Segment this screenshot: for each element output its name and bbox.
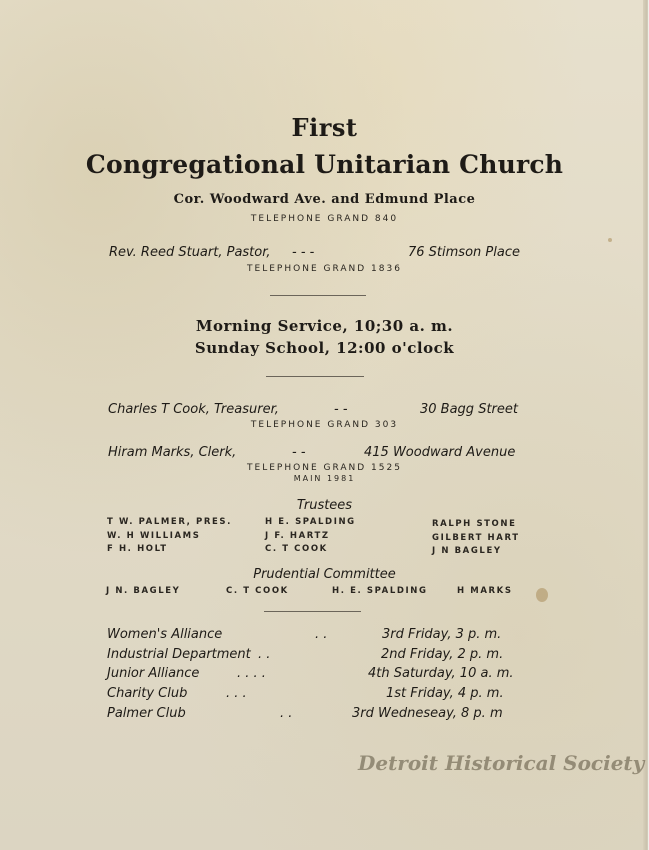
society-name: Palmer Club: [107, 706, 186, 721]
society-schedule: 3rd Wedneseay, 8 p. m: [352, 706, 503, 721]
society-schedule: 4th Saturday, 10 a. m.: [368, 666, 514, 681]
trustees-column-1: [107, 516, 232, 557]
committee-member: H MARKS: [457, 586, 513, 596]
trustees-column-2: [265, 516, 356, 557]
clerk-address: 415 Woodward Avenue: [364, 445, 516, 460]
society-name: Junior Alliance: [107, 666, 200, 681]
divider: [266, 376, 364, 377]
clerk-telephone-main: MAIN 1981: [293, 474, 356, 483]
clerk-telephone: TELEPHONE GRAND 1525: [247, 463, 402, 473]
divider: [270, 295, 366, 296]
society-dots: . . . .: [237, 666, 266, 681]
pastor-name: Rev. Reed Stuart, Pastor,: [109, 245, 271, 260]
trustee-name: RALPH STONE: [432, 519, 517, 529]
prudential-committee-heading: Prudential Committee: [253, 567, 396, 582]
morning-service: Morning Service, 10;30 a. m.: [195, 317, 454, 335]
society-dots: . . .: [226, 686, 247, 701]
clerk-name: Hiram Marks, Clerk,: [108, 445, 237, 460]
committee-member: H. E. SPALDING: [332, 586, 428, 596]
church-name: Congregational Unitarian Church: [85, 150, 564, 179]
treasurer-dashes: - -: [334, 402, 348, 417]
trustee-name: F H. HOLT: [107, 544, 168, 554]
trustee-name: T W. PALMER, PRES.: [107, 517, 232, 527]
trustee-name: W. H WILLIAMS: [107, 530, 201, 541]
treasurer-address: 30 Bagg Street: [420, 402, 518, 417]
society-schedule: 2nd Friday, 2 p. m.: [381, 647, 504, 662]
stain-spot: [536, 588, 548, 602]
clerk-dashes: - -: [292, 445, 306, 460]
trustee-name: J N BAGLEY: [432, 546, 502, 556]
committee-member: J N. BAGLEY: [106, 586, 181, 596]
church-address: Cor. Woodward Ave. and Edmund Place: [173, 192, 476, 207]
trustees-heading: Trustees: [296, 498, 353, 513]
treasurer-telephone: TELEPHONE GRAND 303: [250, 420, 399, 430]
society-schedule: 3rd Friday, 3 p. m.: [382, 627, 502, 642]
society-name: Charity Club: [107, 686, 188, 701]
trustee-name: GILBERT HART: [432, 532, 520, 543]
pastor-dashes: - - -: [292, 245, 315, 260]
watermark: Detroit Historical Society: [358, 751, 645, 775]
trustee-name: J F. HARTZ: [265, 530, 330, 541]
treasurer-name: Charles T Cook, Treasurer,: [108, 402, 279, 417]
stain-spot: [608, 238, 612, 242]
pastor-telephone: TELEPHONE GRAND 1836: [247, 264, 402, 274]
trustee-name: C. T COOK: [265, 544, 328, 554]
pastor-address: 76 Stimson Place: [408, 245, 520, 260]
society-dots: . .: [258, 647, 271, 662]
sunday-school: Sunday School, 12:00 o'clock: [194, 339, 455, 357]
society-dots: . .: [315, 627, 328, 642]
trustees-column-3: [432, 518, 520, 559]
trustee-name: H E. SPALDING: [265, 517, 356, 527]
divider: [264, 611, 361, 612]
committee-member: C. T COOK: [226, 586, 289, 596]
society-name: Women's Alliance: [107, 627, 223, 642]
society-schedule: 1st Friday, 4 p. m.: [386, 686, 504, 701]
society-dots: . .: [280, 706, 293, 721]
church-telephone: TELEPHONE GRAND 840: [250, 214, 399, 224]
title-first: First: [291, 113, 358, 142]
society-name: Industrial Department: [107, 647, 251, 662]
